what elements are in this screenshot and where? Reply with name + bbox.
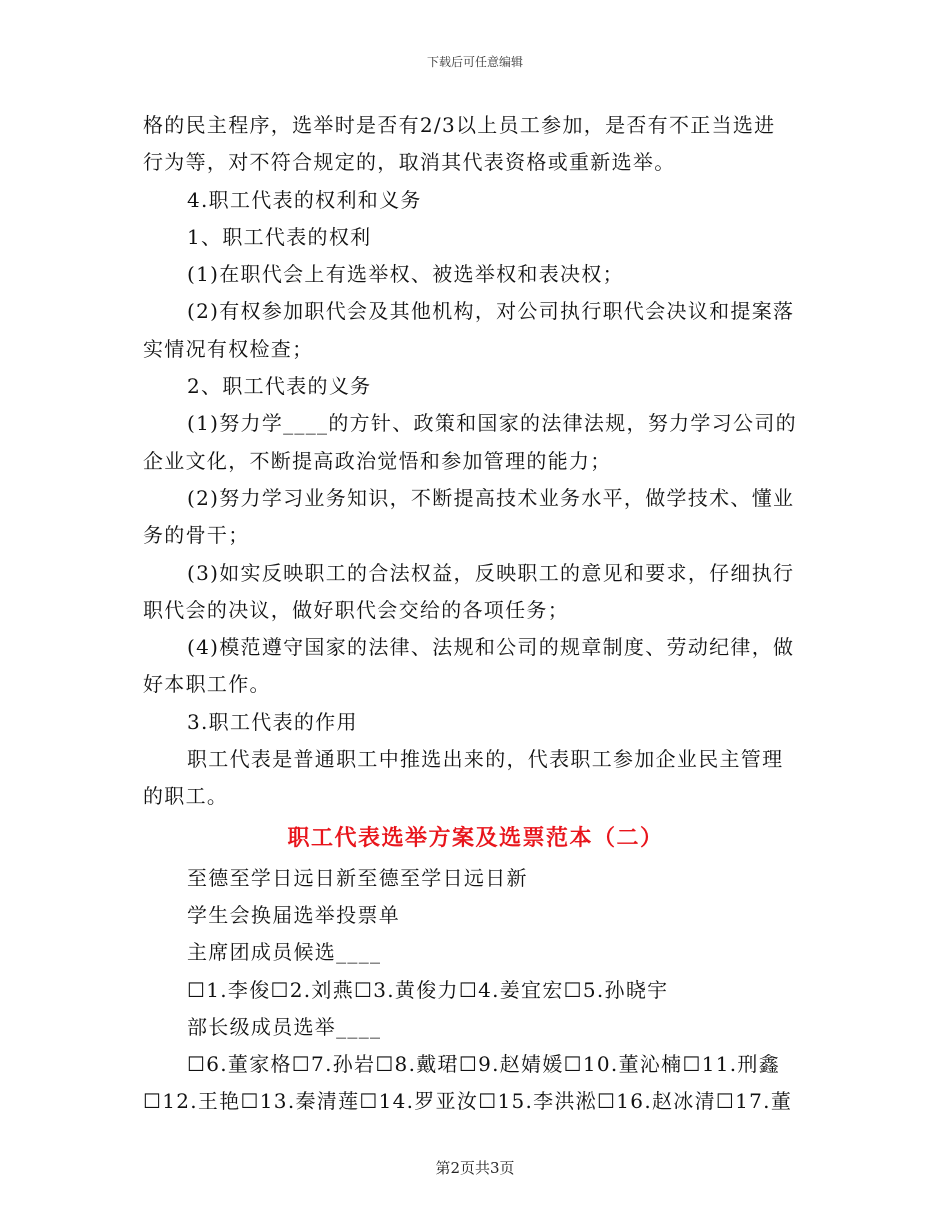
candidate-list: ☐12.王艳☐13.秦清莲☐14.罗亚汝☐15.李洪淞☐16.赵冰清☐17.董 [143, 1089, 793, 1114]
list-item: (2)有权参加职代会及其他机构，对公司执行职代会决议和提案落 [187, 299, 795, 324]
list-item: (2)努力学习业务知识，不断提高技术业务水平，做学技术、懂业 [187, 485, 795, 510]
paragraph-line: 企业文化，不断提高政治觉悟和参加管理的能力； [143, 448, 612, 473]
document-body [143, 107, 808, 1121]
list-item: (3)如实反映职工的合法权益，反映职工的意见和要求，仔细执行 [187, 560, 795, 585]
motto-line: 至德至学日远日新至德至学日远日新 [187, 865, 528, 890]
paragraph-line: 的职工。 [143, 784, 229, 809]
paragraph-line: 职工代表是普通职工中推选出来的，代表职工参加企业民主管理 [187, 747, 784, 772]
section-heading: 3.职工代表的作用 [187, 709, 358, 734]
ballot-title: 学生会换届选举投票单 [187, 902, 400, 927]
subsection-heading: 1、职工代表的权利 [187, 224, 372, 249]
paragraph-line: 务的骨干； [143, 523, 250, 548]
ballot-section-heading: 主席团成员候选____ [187, 940, 382, 965]
candidate-list: ☐6.董家格☐7.孙岩☐8.戴珺☐9.赵婧媛☐10.董沁楠☐11.刑鑫 [187, 1052, 781, 1077]
paragraph-line: 格的民主程序，选举时是否有2/3以上员工参加，是否有不正当选进 [143, 113, 776, 137]
candidate-list: ☐1.李俊☐2.刘燕☐3.黄俊力☐4.姜宜宏☐5.孙晓宇 [187, 977, 669, 1002]
page-header: 下载后可任意编辑 [426, 55, 523, 69]
paragraph-line: 行为等，对不符合规定的，取消其代表资格或重新选举。 [143, 150, 676, 175]
list-item: (1)在职代会上有选举权、被选举权和表决权； [187, 262, 624, 287]
paragraph-line: 实情况有权检查； [143, 336, 314, 361]
subsection-heading: 2、职工代表的义务 [187, 374, 372, 399]
paragraph-line: 职代会的决议，做好职代会交给的各项任务； [143, 597, 569, 622]
list-item: (4)模范遵守国家的法律、法规和公司的规章制度、劳动纪律，做 [187, 635, 795, 660]
list-item: (1)努力学____的方针、政策和国家的法律法规，努力学习公司的 [187, 411, 797, 436]
ballot-section-heading: 部长级成员选举____ [187, 1014, 382, 1039]
page-number: 第2页共3页 [435, 1159, 515, 1177]
document-title: 职工代表选举方案及选票范本（二） [287, 824, 664, 851]
paragraph-line: 好本职工作。 [143, 672, 271, 697]
section-heading: 4.职工代表的权利和义务 [187, 187, 422, 212]
